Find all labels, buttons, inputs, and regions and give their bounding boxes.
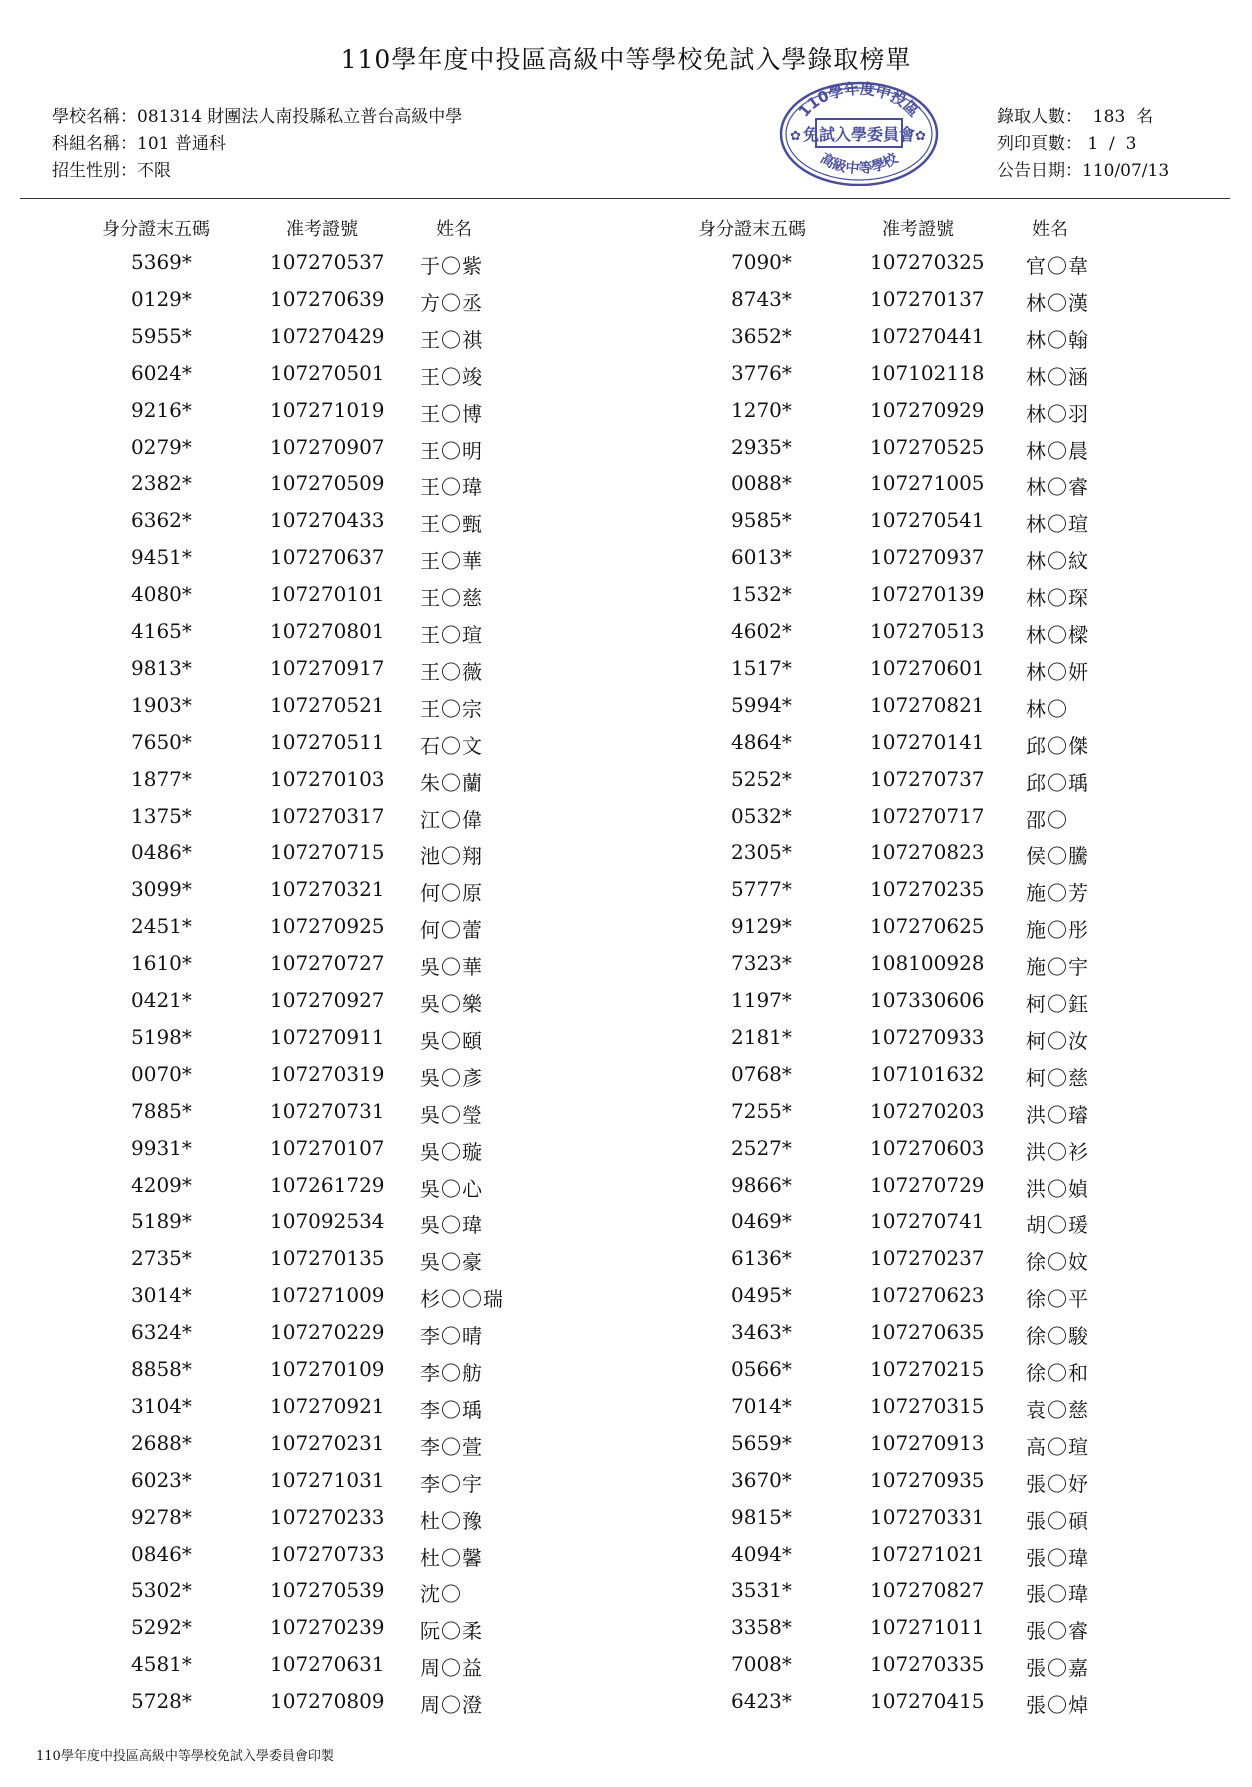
admit-count-row: 錄取人數： 183 名	[997, 107, 1154, 127]
left-row-29-name: 杉〇〇瑞	[420, 1287, 504, 1311]
right-row-1-name: 官〇韋	[1026, 254, 1089, 278]
right-row-3-name: 林〇翰	[1026, 328, 1089, 352]
right-row-26-code: 9866*	[731, 1173, 792, 1197]
left-row-11-code: 4165*	[131, 619, 192, 643]
right-row-11-code: 4602*	[731, 619, 792, 643]
left-row-10-name: 王〇慈	[420, 586, 483, 610]
right-row-14-name: 邱〇傑	[1026, 734, 1089, 758]
left-row-40-exam: 107270809	[270, 1689, 385, 1713]
right-row-39-name: 張〇嘉	[1026, 1656, 1089, 1680]
left-row-12-exam: 107270917	[270, 656, 385, 680]
left-row-22-code: 5198*	[131, 1025, 192, 1049]
right-row-15-exam: 107270737	[870, 767, 985, 791]
right-row-32-name: 袁〇慈	[1026, 1398, 1089, 1422]
left-row-32-code: 3104*	[131, 1394, 192, 1418]
left-row-21-name: 吳〇樂	[420, 992, 483, 1016]
left-row-29-exam: 107271009	[270, 1283, 385, 1307]
left-row-25-name: 吳〇璇	[420, 1140, 483, 1164]
right-row-38-code: 3358*	[731, 1615, 792, 1639]
left-row-5-code: 9216*	[131, 398, 192, 422]
left-row-32-exam: 107270921	[270, 1394, 385, 1418]
left-row-18-exam: 107270321	[270, 877, 385, 901]
left-row-37-name: 沈〇	[420, 1582, 462, 1606]
left-row-25-code: 9931*	[131, 1136, 192, 1160]
right-row-4-code: 3776*	[731, 361, 792, 385]
right-row-19-name: 施〇彤	[1026, 918, 1089, 942]
right-row-12-exam: 107270601	[870, 656, 985, 680]
right-row-7-exam: 107271005	[870, 471, 985, 495]
gender-row: 招生性別：不限	[52, 161, 171, 181]
right-row-26-exam: 107270729	[870, 1173, 985, 1197]
right-row-32-exam: 107270315	[870, 1394, 985, 1418]
right-row-11-exam: 107270513	[870, 619, 985, 643]
header-name-right: 姓名	[1032, 219, 1068, 240]
right-row-14-exam: 107270141	[870, 730, 985, 754]
left-row-7-name: 王〇瑋	[420, 475, 483, 499]
right-row-28-exam: 107270237	[870, 1246, 985, 1270]
left-row-11-exam: 107270801	[270, 619, 385, 643]
right-row-13-code: 5994*	[731, 693, 792, 717]
right-row-3-code: 3652*	[731, 324, 792, 348]
left-row-21-code: 0421*	[131, 988, 192, 1012]
left-row-10-exam: 107270101	[270, 582, 385, 606]
left-row-38-code: 5292*	[131, 1615, 192, 1639]
left-row-40-name: 周〇澄	[420, 1693, 483, 1717]
right-row-30-code: 3463*	[731, 1320, 792, 1344]
right-row-27-exam: 107270741	[870, 1209, 985, 1233]
left-row-4-name: 王〇竣	[420, 365, 483, 389]
left-row-23-code: 0070*	[131, 1062, 192, 1086]
right-row-1-code: 7090*	[731, 250, 792, 274]
left-row-9-exam: 107270637	[270, 545, 385, 569]
left-row-1-exam: 107270537	[270, 250, 385, 274]
left-row-25-exam: 107270107	[270, 1136, 385, 1160]
left-row-3-name: 王〇祺	[420, 328, 483, 352]
right-row-17-code: 2305*	[731, 840, 792, 864]
left-row-14-name: 石〇文	[420, 734, 483, 758]
left-row-8-name: 王〇甄	[420, 512, 483, 536]
seal-left-flower: ✿	[790, 129, 801, 144]
right-row-29-exam: 107270623	[870, 1283, 985, 1307]
right-row-17-exam: 107270823	[870, 840, 985, 864]
header-divider	[20, 198, 1230, 199]
right-row-8-name: 林〇瑄	[1026, 512, 1089, 536]
left-row-20-exam: 107270727	[270, 951, 385, 975]
right-row-20-exam: 108100928	[870, 951, 985, 975]
left-row-19-name: 何〇蕾	[420, 918, 483, 942]
right-row-5-name: 林〇羽	[1026, 402, 1089, 426]
right-row-29-code: 0495*	[731, 1283, 792, 1307]
right-row-35-exam: 107270331	[870, 1505, 985, 1529]
header-id-code-right: 身分證末五碼	[698, 219, 806, 240]
right-row-10-exam: 107270139	[870, 582, 985, 606]
left-row-35-name: 杜〇豫	[420, 1509, 483, 1533]
left-row-32-name: 李〇瑀	[420, 1398, 483, 1422]
right-row-2-name: 林〇漢	[1026, 291, 1089, 315]
right-row-31-exam: 107270215	[870, 1357, 985, 1381]
left-row-21-exam: 107270927	[270, 988, 385, 1012]
left-row-14-exam: 107270511	[270, 730, 385, 754]
right-row-24-code: 7255*	[731, 1099, 792, 1123]
left-row-39-code: 4581*	[131, 1652, 192, 1676]
left-row-26-name: 吳〇心	[420, 1177, 483, 1201]
left-row-2-code: 0129*	[131, 287, 192, 311]
right-row-20-name: 施〇宇	[1026, 955, 1089, 979]
right-row-6-exam: 107270525	[870, 435, 985, 459]
left-row-36-name: 杜〇馨	[420, 1546, 483, 1570]
left-row-8-exam: 107270433	[270, 508, 385, 532]
left-row-14-code: 7650*	[131, 730, 192, 754]
left-row-8-code: 6362*	[131, 508, 192, 532]
left-row-19-exam: 107270925	[270, 914, 385, 938]
left-row-13-code: 1903*	[131, 693, 192, 717]
left-row-20-name: 吳〇華	[420, 955, 483, 979]
left-row-7-exam: 107270509	[270, 471, 385, 495]
left-row-28-name: 吳〇豪	[420, 1250, 483, 1274]
left-row-35-code: 9278*	[131, 1505, 192, 1529]
right-row-30-exam: 107270635	[870, 1320, 985, 1344]
left-row-13-name: 王〇宗	[420, 697, 483, 721]
right-row-40-name: 張〇焯	[1026, 1693, 1089, 1717]
right-row-22-code: 2181*	[731, 1025, 792, 1049]
right-row-7-code: 0088*	[731, 471, 792, 495]
right-row-36-code: 4094*	[731, 1542, 792, 1566]
left-row-40-code: 5728*	[131, 1689, 192, 1713]
left-row-22-name: 吳〇頤	[420, 1029, 483, 1053]
left-row-4-code: 6024*	[131, 361, 192, 385]
right-row-18-code: 5777*	[731, 877, 792, 901]
right-row-33-exam: 107270913	[870, 1431, 985, 1455]
right-row-16-exam: 107270717	[870, 804, 985, 828]
right-row-14-code: 4864*	[731, 730, 792, 754]
right-row-23-code: 0768*	[731, 1062, 792, 1086]
right-row-33-name: 高〇瑄	[1026, 1435, 1089, 1459]
left-row-23-name: 吳〇彥	[420, 1066, 483, 1090]
right-row-40-code: 6423*	[731, 1689, 792, 1713]
department-row: 科組名稱：101 普通科	[52, 134, 226, 154]
right-row-22-name: 柯〇汝	[1026, 1029, 1089, 1053]
seal-top-text: 110學年度中投區	[794, 79, 923, 121]
left-row-33-name: 李〇萱	[420, 1435, 483, 1459]
svg-text:110學年度中投區	[795, 80, 923, 121]
right-row-2-exam: 107270137	[870, 287, 985, 311]
left-row-37-exam: 107270539	[270, 1578, 385, 1602]
right-row-36-name: 張〇瑋	[1026, 1546, 1089, 1570]
left-row-17-exam: 107270715	[270, 840, 385, 864]
left-row-38-name: 阮〇柔	[420, 1619, 483, 1643]
right-row-16-code: 0532*	[731, 804, 792, 828]
left-row-37-code: 5302*	[131, 1578, 192, 1602]
left-row-17-code: 0486*	[131, 840, 192, 864]
seal-bottom-text: 高級中等學校	[817, 150, 901, 178]
left-row-27-exam: 107092534	[270, 1209, 385, 1233]
right-row-40-exam: 107270415	[870, 1689, 985, 1713]
right-row-23-name: 柯〇慈	[1026, 1066, 1089, 1090]
right-row-18-exam: 107270235	[870, 877, 985, 901]
header-exam-no-right: 准考證號	[882, 219, 954, 240]
left-row-5-exam: 107271019	[270, 398, 385, 422]
announce-date-row: 公告日期：110/07/13	[997, 161, 1170, 181]
right-row-9-name: 林〇紋	[1026, 549, 1089, 573]
left-row-12-code: 9813*	[131, 656, 192, 680]
left-row-36-exam: 107270733	[270, 1542, 385, 1566]
admission-info	[997, 104, 1169, 185]
right-row-6-name: 林〇晨	[1026, 439, 1089, 463]
left-row-4-exam: 107270501	[270, 361, 385, 385]
right-row-19-exam: 107270625	[870, 914, 985, 938]
left-row-29-code: 3014*	[131, 1283, 192, 1307]
left-row-16-name: 江〇偉	[420, 808, 483, 832]
right-row-8-exam: 107270541	[870, 508, 985, 532]
right-row-25-exam: 107270603	[870, 1136, 985, 1160]
right-row-3-exam: 107270441	[870, 324, 985, 348]
right-row-29-name: 徐〇平	[1026, 1287, 1089, 1311]
left-row-15-name: 朱〇蘭	[420, 771, 483, 795]
left-row-6-code: 0279*	[131, 435, 192, 459]
left-row-18-name: 何〇原	[420, 881, 483, 905]
left-row-26-code: 4209*	[131, 1173, 192, 1197]
left-row-17-name: 池〇翔	[420, 844, 483, 868]
left-row-33-exam: 107270231	[270, 1431, 385, 1455]
right-row-39-code: 7008*	[731, 1652, 792, 1676]
left-row-20-code: 1610*	[131, 951, 192, 975]
right-row-6-code: 2935*	[731, 435, 792, 459]
right-row-38-exam: 107271011	[870, 1615, 985, 1639]
right-row-4-name: 林〇涵	[1026, 365, 1089, 389]
left-row-24-exam: 107270731	[270, 1099, 385, 1123]
right-row-25-name: 洪〇衫	[1026, 1140, 1089, 1164]
right-row-39-exam: 107270335	[870, 1652, 985, 1676]
left-row-18-code: 3099*	[131, 877, 192, 901]
seal-middle-text: 免試入學委員會	[802, 125, 916, 144]
right-row-25-code: 2527*	[731, 1136, 792, 1160]
left-row-34-code: 6023*	[131, 1468, 192, 1492]
right-row-19-code: 9129*	[731, 914, 792, 938]
right-row-36-exam: 107271021	[870, 1542, 985, 1566]
left-row-28-exam: 107270135	[270, 1246, 385, 1270]
left-row-30-exam: 107270229	[270, 1320, 385, 1344]
seal-right-flower: ✿	[915, 129, 926, 144]
right-row-13-name: 林〇	[1026, 697, 1068, 721]
right-row-24-name: 洪〇璿	[1026, 1103, 1089, 1127]
right-row-37-exam: 107270827	[870, 1578, 985, 1602]
right-row-27-code: 0469*	[731, 1209, 792, 1233]
left-row-24-code: 7885*	[131, 1099, 192, 1123]
left-row-30-code: 6324*	[131, 1320, 192, 1344]
header-exam-no-left: 准考證號	[286, 219, 358, 240]
right-row-15-code: 5252*	[731, 767, 792, 791]
right-row-9-exam: 107270937	[870, 545, 985, 569]
right-row-30-name: 徐〇駿	[1026, 1324, 1089, 1348]
left-row-2-name: 方〇丞	[420, 291, 483, 315]
right-row-26-name: 洪〇媜	[1026, 1177, 1089, 1201]
right-row-12-name: 林〇妍	[1026, 660, 1089, 684]
left-row-35-exam: 107270233	[270, 1505, 385, 1529]
left-row-16-exam: 107270317	[270, 804, 385, 828]
right-row-28-code: 6136*	[731, 1246, 792, 1270]
right-row-15-name: 邱〇瑀	[1026, 771, 1089, 795]
right-row-5-code: 1270*	[731, 398, 792, 422]
left-row-1-code: 5369*	[131, 250, 192, 274]
left-row-15-exam: 107270103	[270, 767, 385, 791]
left-row-31-code: 8858*	[131, 1357, 192, 1381]
left-row-34-name: 李〇宇	[420, 1472, 483, 1496]
committee-seal	[778, 78, 940, 186]
left-row-31-exam: 107270109	[270, 1357, 385, 1381]
left-row-11-name: 王〇瑄	[420, 623, 483, 647]
right-row-37-name: 張〇瑋	[1026, 1582, 1089, 1606]
left-row-23-exam: 107270319	[270, 1062, 385, 1086]
right-row-21-exam: 107330606	[870, 988, 985, 1012]
right-row-2-code: 8743*	[731, 287, 792, 311]
right-row-17-name: 侯〇騰	[1026, 844, 1089, 868]
right-row-18-name: 施〇芳	[1026, 881, 1089, 905]
left-row-26-exam: 107261729	[270, 1173, 385, 1197]
right-row-16-name: 邵〇	[1026, 808, 1068, 832]
page-count-row: 列印頁數： 1 / 3	[997, 134, 1137, 154]
left-row-31-name: 李〇舫	[420, 1361, 483, 1385]
left-row-5-name: 王〇博	[420, 402, 483, 426]
left-row-2-exam: 107270639	[270, 287, 385, 311]
right-row-12-code: 1517*	[731, 656, 792, 680]
header-id-code-left: 身分證末五碼	[102, 219, 210, 240]
left-row-3-code: 5955*	[131, 324, 192, 348]
right-row-32-code: 7014*	[731, 1394, 792, 1418]
footer-note: 110學年度中投區高級中等學校免試入學委員會印製	[36, 1749, 334, 1764]
page-title: 110學年度中投區高級中等學校免試入學錄取榜單	[340, 45, 912, 74]
right-row-34-name: 張〇妤	[1026, 1472, 1089, 1496]
right-row-7-name: 林〇睿	[1026, 475, 1089, 499]
left-row-27-code: 5189*	[131, 1209, 192, 1233]
right-row-27-name: 胡〇瑗	[1026, 1213, 1089, 1237]
right-row-22-exam: 107270933	[870, 1025, 985, 1049]
right-row-21-name: 柯〇鈺	[1026, 992, 1089, 1016]
right-row-31-name: 徐〇和	[1026, 1361, 1089, 1385]
left-row-22-exam: 107270911	[270, 1025, 385, 1049]
header-name-left: 姓名	[436, 219, 472, 240]
left-row-1-name: 于〇紫	[420, 254, 483, 278]
right-row-34-exam: 107270935	[870, 1468, 985, 1492]
right-row-20-code: 7323*	[731, 951, 792, 975]
left-row-9-code: 9451*	[131, 545, 192, 569]
right-row-4-exam: 107102118	[870, 361, 985, 385]
right-row-23-exam: 107101632	[870, 1062, 985, 1086]
left-row-10-code: 4080*	[131, 582, 192, 606]
right-row-10-code: 1532*	[731, 582, 792, 606]
left-row-34-exam: 107271031	[270, 1468, 385, 1492]
left-row-38-exam: 107270239	[270, 1615, 385, 1639]
left-row-12-name: 王〇薇	[420, 660, 483, 684]
left-row-39-name: 周〇益	[420, 1656, 483, 1680]
right-row-38-name: 張〇睿	[1026, 1619, 1089, 1643]
left-row-6-name: 王〇明	[420, 439, 483, 463]
left-row-27-name: 吳〇瑋	[420, 1213, 483, 1237]
right-row-28-name: 徐〇妏	[1026, 1250, 1089, 1274]
right-row-33-code: 5659*	[731, 1431, 792, 1455]
left-row-33-code: 2688*	[131, 1431, 192, 1455]
left-row-19-code: 2451*	[131, 914, 192, 938]
school-name-row: 學校名稱：081314 財團法人南投縣私立普台高級中學	[52, 107, 463, 127]
left-row-36-code: 0846*	[131, 1542, 192, 1566]
right-row-13-exam: 107270821	[870, 693, 985, 717]
right-row-9-code: 6013*	[731, 545, 792, 569]
svg-text:高級中等學校	[817, 149, 901, 177]
right-row-24-exam: 107270203	[870, 1099, 985, 1123]
right-row-31-code: 0566*	[731, 1357, 792, 1381]
left-row-16-code: 1375*	[131, 804, 192, 828]
right-row-34-code: 3670*	[731, 1468, 792, 1492]
right-row-35-name: 張〇碩	[1026, 1509, 1089, 1533]
school-info	[52, 104, 462, 185]
left-row-13-exam: 107270521	[270, 693, 385, 717]
right-row-5-exam: 107270929	[870, 398, 985, 422]
left-row-30-name: 李〇晴	[420, 1324, 483, 1348]
right-row-21-code: 1197*	[731, 988, 792, 1012]
left-row-3-exam: 107270429	[270, 324, 385, 348]
left-row-6-exam: 107270907	[270, 435, 385, 459]
left-row-9-name: 王〇華	[420, 549, 483, 573]
left-row-28-code: 2735*	[131, 1246, 192, 1270]
left-row-15-code: 1877*	[131, 767, 192, 791]
left-row-39-exam: 107270631	[270, 1652, 385, 1676]
left-row-7-code: 2382*	[131, 471, 192, 495]
right-row-37-code: 3531*	[731, 1578, 792, 1602]
right-row-35-code: 9815*	[731, 1505, 792, 1529]
left-row-24-name: 吳〇瑩	[420, 1103, 483, 1127]
right-row-11-name: 林〇樑	[1026, 623, 1089, 647]
right-row-1-exam: 107270325	[870, 250, 985, 274]
right-row-8-code: 9585*	[731, 508, 792, 532]
right-row-10-name: 林〇琛	[1026, 586, 1089, 610]
